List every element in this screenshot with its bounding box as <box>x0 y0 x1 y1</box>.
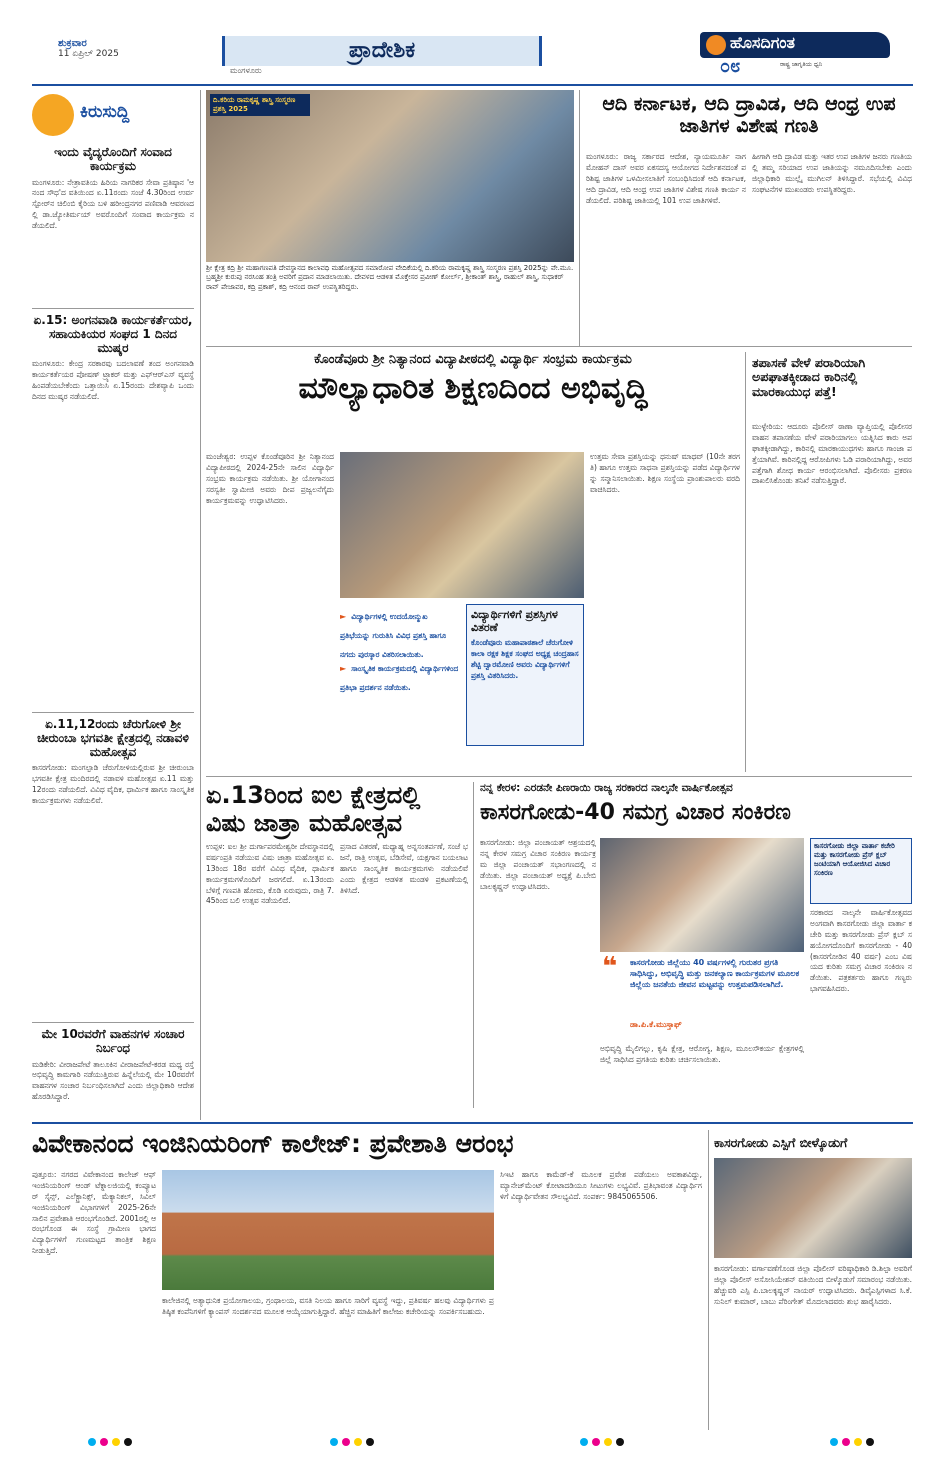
column-rule <box>473 782 474 1108</box>
divider <box>32 1022 194 1023</box>
registration-marks <box>88 1438 132 1446</box>
divider <box>32 712 194 713</box>
masthead-rule <box>32 84 913 86</box>
column-rule <box>579 90 580 346</box>
k40-photo <box>600 838 804 952</box>
kiru-news-3 <box>32 718 194 1003</box>
divider <box>206 776 912 777</box>
kiru-n2-title: ಏ.15: ಅಂಗನವಾಡಿ ಕಾರ್ಯಕರ್ತೆಯರ, ಸಹಾಯಕಿಯರ ಸಂಘದ 1 ದಿನದ ಮುಷ್ಕರ <box>33 313 193 355</box>
kondevoor-box-body: ಕೊಂಡೆವೂರು ಮಹಾಪಾಠಶಾಲೆ ಚೆರುಗೋಳಿ ಕಾಲಾ ರಕ್ಷಕ ಶಿಕ್ಷಕ ಸಂಘದ ಅಧ್ಯಕ್ಷ ಚಂದ್ರಹಾಸ ಶೆಟ್ಟಿ ದ್ವಾರಮೋಣಿ ಅವರು ವಿದ್ಯಾರ್ಥಿಗಳಿಗೆ ಪ್ರಶಸ್ತಿ ವಿತರಿಸಿದರು. <box>471 638 579 680</box>
adi-body-1: ಮಂಗಳೂರು: ರಾಜ್ಯ ಸರ್ಕಾರದ ಆದೇಶ, ನ್ಯಾಯಮೂರ್ತಿ ನಾಗಮೋಹನ್ ದಾಸ್ ಅವರ ಏಕಸದಸ್ಯ ಆಯೋಗದ ನಿರ್ದೇಶನದಂತೆ ಪರಿಶಿಷ್ಟ ಜಾತಿಗಳ ಒಳಮೀಸಲಾತಿಗೆ ಸಂಬಂಧಿಸಿದಂತೆ ಆದಿ ಕರ್ನಾಟಕ, ಆದಿ ದ್ರಾವಿಡ, ಆದಿ ಆಂಧ್ರ ಉಪ ಜಾತಿಗಳ ವಿಶೇಷ ಗಣತಿ ಕಾರ್ಯ ನಡೆಯಲಿದೆ. ಪರಿಶಿಷ್ಟ ಜಾತಿಯಲ್ಲಿ 101 ಉಪ ಜಾತಿಗಳಿವೆ. <box>586 152 746 205</box>
eco-title: ಕಾಸರಗೋಡು ಜಿಲ್ಲಾ ವಾರ್ತಾ ಕಚೇರಿ ಮತ್ತು ಕಾಸರಗೋಡು ಪ್ರೆಸ್ ಕ್ಲಬ್ ಜಂಟಿಯಾಗಿ ಆಯೋಜಿಸಿದ ವಿಚಾರ ಸಂಕಿರಣ <box>814 842 895 878</box>
k40-quote-text: ಕಾಸರಗೋಡು ಜಿಲ್ಲೆಯು 40 ವರ್ಷಗಳಲ್ಲಿ ಗುರುತರ ಪ್ರಗತಿ ಸಾಧಿಸಿದ್ದು, ಅಭಿವೃದ್ಧಿ ಮತ್ತು ಜನಕಲ್ಯಾಣ ಕಾರ್ಯಕ್ರಮಗಳ ಮೂಲಕ ಜಿಲ್ಲೆಯ ಜನತೆಯ ಜೀವನ ಮಟ್ಟವನ್ನು ಉತ್ತಮಪಡಿಸಲಾಗಿದೆ. <box>630 958 800 989</box>
page-number: ೦೮ <box>720 56 741 77</box>
college-photo <box>162 1170 494 1290</box>
divider <box>206 346 912 347</box>
kiru-n3-title: ಏ.11,12ರಂದು ಚೆರುಗೋಳಿ ಶ್ರೀ ಚೀರುಂಬಾ ಭಗವತೀ ಕ್ಷೇತ್ರದಲ್ಲಿ ನಡಾವಳಿ ಮಹೋತ್ಸವ <box>37 717 189 759</box>
registration-marks <box>580 1438 624 1446</box>
dateline <box>58 38 218 59</box>
kondevoor-photo <box>340 452 584 598</box>
k40-quote <box>600 952 804 1040</box>
vivekananda-title: ವಿವೇಕಾನಂದ ಇಂಜಿನಿಯರಿಂಗ್ ಕಾಲೇಜ್: ಪ್ರವೇಶಾತಿ ಆರಂಭ <box>32 1129 514 1158</box>
dateline-day: ಶುಕ್ರವಾರ <box>58 38 87 49</box>
vishu-title: ಏ.13ರಿಂದ ಐಲ ಕ್ಷೇತ್ರದಲ್ಲಿ ವಿಷು ಜಾತ್ರಾ ಮಹೋತ್ಸವ <box>206 781 421 837</box>
kiru-badge <box>32 94 194 138</box>
adi-body-2: ಹೀಗಾಗಿ ಆದಿ ದ್ರಾವಿಡ ಮತ್ತು ಇತರ ಉಪ ಜಾತಿಗಳ ಜನರು ಗಣತಿಯಲ್ಲಿ ತಮ್ಮ ಸರಿಯಾದ ಉಪ ಜಾತಿಯನ್ನು ನಮೂದಿಸಬೇಕು ಎಂದು ಜಿಲ್ಲಾಧಿಕಾರಿ ಮುಲ್ಲೈ ಮುಗಿಲನ್ ತಿಳಿಸಿದ್ದಾರೆ. ಸಭೆಯಲ್ಲಿ ವಿವಿಧ ಸಂಘಟನೆಗಳ ಮುಖಂಡರು ಉಪಸ್ಥಿತರಿದ್ದರು. <box>752 152 912 194</box>
sp-photo <box>714 1158 912 1258</box>
paper-tagline: ರಾಷ್ಟ್ರ ಜಾಗೃತಿಯ ಧ್ವನಿ <box>780 61 823 68</box>
sp-title: ಕಾಸರಗೋಡು ಎಸ್ಪಿಗೆ ಬೀಳ್ಕೊಡುಗೆ <box>714 1135 848 1150</box>
kondevoor-box-title: ವಿದ್ಯಾರ್ಥಿಗಳಿಗೆ ಪ್ರಶಸ್ತಿಗಳ ವಿತರಣೆ <box>471 608 558 634</box>
kiru-label: ಕಿರುಸುದ್ದಿ <box>80 102 130 122</box>
k40-quote-author: ಡಾ.ಪಿ.ಕೆ.ಮುಸ್ತಾಫ್ <box>630 1020 682 1029</box>
kondevoor-bullet-2 <box>340 656 460 694</box>
kondevoor-kicker: ಕೊಂಡೆವೂರು ಶ್ರೀ ನಿತ್ಯಾನಂದ ವಿದ್ಯಾಪೀಠದಲ್ಲಿ ವಿದ್ಯಾರ್ಥಿ ಸಂಭ್ರಮ ಕಾರ್ಯಕ್ರಮ <box>314 352 632 367</box>
kondevoor-body-1: ಮಂಜೇಶ್ವರ: ಉಪ್ಪಳ ಕೊಂಡೆವೂರಿನ ಶ್ರೀ ನಿತ್ಯಾನಂದ ವಿದ್ಯಾಪೀಠದಲ್ಲಿ 2024-25ನೇ ಸಾಲಿನ ವಿದ್ಯಾರ್ಥಿ ಸಂಭ್ರಮ ಕಾರ್ಯಕ್ರಮ ನಡೆಯಿತು. ಶ್ರೀ ಯೋಗಾನಂದ ಸರಸ್ವತೀ ಸ್ವಾಮೀಜಿ ಅವರು ದೀಪ ಪ್ರಜ್ವಲನೆಗೈದು ಕಾರ್ಯಕ್ರಮವನ್ನು ಉದ್ಘಾಟಿಸಿದರು. <box>206 452 334 505</box>
sp-body: ಕಾಸರಗೋಡು: ವರ್ಗಾವಣೆಗೊಂಡ ಜಿಲ್ಲಾ ಪೊಲೀಸ್ ವರಿಷ್ಠಾಧಿಕಾರಿ ಡಿ.ಶಿಲ್ಪಾ ಅವರಿಗೆ ಜಿಲ್ಲಾ ಪೊಲೀಸ್ ಅಸೋಸಿಯೇಶನ್ ವತಿಯಿಂದ ಬೀಳ್ಕೊಡುಗೆ ಸಮಾರಂಭ ನಡೆಯಿತು. ಹೆಚ್ಚುವರಿ ಎಸ್ಪಿ ಪಿ.ಬಾಲಕೃಷ್ಣನ್ ನಾಯರ್ ಉದ್ಘಾಟಿಸಿದರು. ಡಿವೈಎಸ್ಪಿಗಳಾದ ಸಿ.ಕೆ.ಸುನಿಲ್ ಕುಮಾರ್, ಬಾಬು ಪೆರಿಂಗೇತ್ ಮೊದಲಾದವರು ಶುಭ ಹಾರೈಸಿದರು. <box>714 1264 912 1306</box>
registration-marks <box>830 1438 874 1446</box>
column-rule <box>708 1130 709 1430</box>
bullet-text-1: ವಿದ್ಯಾರ್ಥಿಗಳಲ್ಲಿ ಉದಯೋನ್ಮುಖ ಪ್ರತಿಭೆಯನ್ನು ಗುರುತಿಸಿ ವಿವಿಧ ಪ್ರಶಸ್ತಿ ಹಾಗೂ ನಗದು ಪುರಸ್ಕಾರ ವಿತರಿಸಲಾಯಿತು. <box>340 612 447 659</box>
column-rule <box>745 352 746 772</box>
quote-mark-icon: ❝ <box>602 952 618 982</box>
bullet-text-2: ಸಾಂಸ್ಕೃತಿಕ ಕಾರ್ಯಕ್ರಮದಲ್ಲಿ ವಿದ್ಯಾರ್ಥಿಗಳಿಂದ ಪ್ರತಿಭಾ ಪ್ರದರ್ಶನ ನಡೆಯಿತು. <box>340 664 459 692</box>
arms-title: ತಪಾಸಣೆ ವೇಳೆ ಪರಾರಿಯಾಗಿ ಅಪಘಾತಕ್ಕೀಡಾದ ಕಾರಿನಲ್ಲಿ ಮಾರಕಾಯುಧ ಪತ್ತೆ! <box>752 355 866 399</box>
eco-body: ಸರಕಾರದ ನಾಲ್ಕನೇ ವಾರ್ಷಿಕೋತ್ಸವದ ಅಂಗವಾಗಿ ಕಾಸರಗೋಡು ಜಿಲ್ಲಾ ವಾರ್ತಾ ಕಚೇರಿ ಮತ್ತು ಕಾಸರಗೋಡು ಪ್ರೆಸ್ ಕ್ಲಬ್ ಸಹಯೋಗದೊಂದಿಗೆ ಕಾಸರಗೋಡು - 40 (ಕಾಸರಗೋಡಿನ 40 ವರ್ಷ) ಎಂಬ ವಿಷಯದ ಕುರಿತು ಸಮಗ್ರ ವಿಚಾರ ಸಂಕಿರಣ ನಡೆಯಿತು. ಪತ್ರಕರ್ತರು ಹಾಗೂ ಗಣ್ಯರು ಭಾಗವಹಿಸಿದರು. <box>810 908 912 994</box>
kiru-n1-body: ಮಂಗಳೂರು: ನೇತ್ರಾವತಿಯ ಹಿರಿಯ ನಾಗರಿಕರ ಸೇವಾ ಪ್ರತಿಷ್ಠಾನ 'ಆನಂದ ಸೌಧ'ದ ವತಿಯಿಂದ ಏ.11ರಂದು ಸಂಜೆ 4.30ರಿಂದ ಉರ್ವಸ್ಟೋರ್‌ನ ಚಿಲಿಂಬಿ ಕೈರಿಯ ಬಳಿ ಹರೀಂದ್ರನಗರ ಪಣಿವಾಡಿ ಆವರಣದಲ್ಲಿ ಡಾ.ಜ್ಯೋತಿರ್ಮಯ್ ಅವರೊಂದಿಗೆ ಸಂವಾದ ಕಾರ್ಯಕ್ರಮ ನಡೆಯಲಿದೆ. <box>32 177 194 231</box>
kiru-n4-title: ಮೇ 10ರವರೆಗೆ ವಾಹನಗಳ ಸಂಚಾರ ನಿರ್ಬಂಧ <box>41 1027 185 1055</box>
kondevoor-bullet-1 <box>340 604 460 661</box>
award-photo-tag: ದಿ.ಕರಿಯ ರಾಮಕೃಷ್ಣ ಶಾಸ್ತ್ರಿ ಸಂಸ್ಮರಣ ಪ್ರಶಸ್ತಿ 2025 <box>210 94 310 116</box>
kondevoor-title: ಮೌಲ್ಯಾಧಾರಿತ ಶಿಕ್ಷಣದಿಂದ ಅಭಿವೃದ್ಧಿ <box>298 371 648 406</box>
vivekananda-body-2: ಕಾಲೇಜಿನಲ್ಲಿ ಅತ್ಯಾಧುನಿಕ ಪ್ರಯೋಗಾಲಯ, ಗ್ರಂಥಾಲಯ, ವಸತಿ ನಿಲಯ ಹಾಗೂ ಸಾರಿಗೆ ವ್ಯವಸ್ಥೆ ಇದ್ದು, ಪ್ರತಿವರ್ಷ ಹಲವು ವಿದ್ಯಾರ್ಥಿಗಳು ಪ್ರತಿಷ್ಠಿತ ಕಂಪೆನಿಗಳಿಗೆ ಕ್ಯಾಂಪಸ್ ಸಂದರ್ಶನದ ಮೂಲಕ ಆಯ್ಕೆಯಾಗುತ್ತಿದ್ದಾರೆ. ಹೆಚ್ಚಿನ ಮಾಹಿತಿಗೆ ಕಾಲೇಜು ಕಚೇರಿಯನ್ನು ಸಂಪರ್ಕಿಸಬಹುದು. <box>162 1296 494 1316</box>
vishu-body-1: ಉಪ್ಪಳ: ಐಲ ಶ್ರೀ ದುರ್ಗಾಪರಮೇಶ್ವರೀ ದೇವಸ್ಥಾನದಲ್ಲಿ ವರ್ಷಂಪ್ರತಿ ನಡೆಯುವ ವಿಷು ಜಾತ್ರಾ ಮಹೋತ್ಸವ ಏ.13ರಿಂದ 18ರ ವರೆಗೆ ವಿವಿಧ ವೈದಿಕ, ಧಾರ್ಮಿಕ ಕಾರ್ಯಕ್ರಮಗಳೊಂದಿಗೆ ಜರಗಲಿದೆ. ಏ.13ರಂದು ಬೆಳಿಗ್ಗೆ ಗಣಪತಿ ಹೋಮ, ಕೊಡಿ ಏರುವುದು, ರಾತ್ರಿ 7.45ರಿಂದ ಬಲಿ ಉತ್ಸವ ನಡೆಯಲಿದೆ. <box>206 842 334 906</box>
column-rule <box>200 90 201 1120</box>
vivekananda-body-1: ಪುತ್ತೂರು: ನಗರದ ವಿವೇಕಾನಂದ ಕಾಲೇಜ್ ಆಫ್ ಇಂಜಿನಿಯರಿಂಗ್ ಆಂಡ್ ಟೆಕ್ನಾಲಜಿಯಲ್ಲಿ ಕಂಪ್ಯೂಟರ್ ಸೈನ್ಸ್, ಎಲೆಕ್ಟ್ರಾನಿಕ್ಸ್, ಮೆಕ್ಯಾನಿಕಲ್, ಸಿವಿಲ್ ಇಂಜಿನಿಯರಿಂಗ್ ವಿಭಾಗಗಳಿಗೆ 2025-26ನೇ ಸಾಲಿನ ಪ್ರವೇಶಾತಿ ಆರಂಭಗೊಂಡಿದೆ. 2001ರಲ್ಲಿ ಆರಂಭಗೊಂಡ ಈ ಸಂಸ್ಥೆ ಗ್ರಾಮೀಣ ಭಾಗದ ವಿದ್ಯಾರ್ಥಿಗಳಿಗೆ ಗುಣಮಟ್ಟದ ತಾಂತ್ರಿಕ ಶಿಕ್ಷಣ ನೀಡುತ್ತಿದೆ. <box>32 1170 156 1256</box>
k40-body-2: ಅಭಿವೃದ್ಧಿ ಮೈಲಿಗಲ್ಲು, ಕೃಷಿ ಕ್ಷೇತ್ರ, ಆರೋಗ್ಯ, ಶಿಕ್ಷಣ, ಮೂಲಸೌಕರ್ಯ ಕ್ಷೇತ್ರಗಳಲ್ಲಿ ಜಿಲ್ಲೆ ಸಾಧಿಸಿದ ಪ್ರಗತಿಯ ಕುರಿತು ಚರ್ಚಿಸಲಾಯಿತು. <box>600 1044 804 1064</box>
vivekananda-body-3: ಸಿಇಟಿ ಹಾಗೂ ಕಾಮೆಡ್-ಕೆ ಮೂಲಕ ಪ್ರವೇಶ ಪಡೆಯಲು ಅವಕಾಶವಿದ್ದು, ಮ್ಯಾನೇಜ್‌ಮೆಂಟ್ ಕೋಟಾದಡಿಯೂ ಸೀಟುಗಳು ಲಭ್ಯವಿವೆ. ಪ್ರತಿಭಾವಂತ ವಿದ್ಯಾರ್ಥಿಗಳಿಗೆ ವಿದ್ಯಾರ್ಥಿವೇತನ ಸೌಲಭ್ಯವಿದೆ. ಸಂಪರ್ಕ: 9845065506. <box>500 1170 702 1201</box>
masthead-logo <box>700 30 890 76</box>
hand-icon <box>32 94 74 136</box>
logo-ribbon <box>700 32 890 58</box>
dateline-date: 11 ಏಪ್ರಿಲ್ 2025 <box>58 49 119 59</box>
kondevoor-box <box>466 604 584 746</box>
divider <box>32 1122 913 1124</box>
award-caption: ಶ್ರೀ ಕ್ಷೇತ್ರ ಕದ್ರಿ ಶ್ರೀ ಮಹಾಗಣಪತಿ ದೇವಸ್ಥಾನದ ಕಾಲಾವಧಿ ಮಹೋತ್ಸವದ ಸಮಾರೋಪ ವೇದಿಕೆಯಲ್ಲಿ ದಿ.ಕರಿಯ ರಾಮಕೃಷ್ಣ ಶಾಸ್ತ್ರಿ ಸಂಸ್ಮರಣ ಪ್ರಶಸ್ತಿ 2025ನ್ನು ವೇ.ಮೂ. ಬ್ರಹ್ಮಶ್ರೀ ಕುರುಪು ನರಸಿಂಹ ತಂತ್ರಿ ಅವರಿಗೆ ಪ್ರದಾನ ಮಾಡಲಾಯಿತು. ದೇವಳದ ಆಡಳಿತ ಮೊಕ್ತೇಸರ ಪ್ರವೀಣ್ ಕೋರ್ಲ್, ಶ್ರೀಕಾಂತ್ ಶಾಸ್ತ್ರಿ, ರಾಹುಲ್ ಶಾಸ್ತ್ರಿ, ಸುಧಾಕರ್ ರಾವ್ ಪೇಜಾವರ, ಕದ್ರಿ ಪ್ರಕಾಶ್, ಕದ್ರಿ ಆನಂದ ರಾವ್ ಉಪಸ್ಥಿತರಿದ್ದರು. <box>206 264 574 336</box>
kiru-n3-body: ಕಾಸರಗೋಡು: ಮಂಗಲ್ಪಾಡಿ ಚೆರುಗೋಳಿಯಲ್ಲಿರುವ ಶ್ರೀ ಚೀರುಂಬಾ ಭಗವತೀ ಕ್ಷೇತ್ರ ಮಂದಿರದಲ್ಲಿ ನಡಾವಳಿ ಮಹೋತ್ಸವ ಏ.11 ಮತ್ತು 12ರಂದು ನಡೆಯಲಿದೆ. ವಿವಿಧ ವೈದಿಕ, ಧಾರ್ಮಿಕ ಹಾಗೂ ಸಾಂಸ್ಕೃತಿಕ ಕಾರ್ಯಕ್ರಮಗಳು ನಡೆಯಲಿವೆ. <box>32 763 194 806</box>
eco-box <box>810 838 912 904</box>
kiru-news-2 <box>32 314 194 689</box>
section-title: ಪ್ರಾದೇಶಿಕ <box>348 38 416 63</box>
vishu-body-2: ಪ್ರಸಾದ ವಿತರಣೆ, ಮಧ್ಯಾಹ್ನ ಅನ್ನಸಂತರ್ಪಣೆ, ಸಂಜೆ ಭಜನೆ, ರಾತ್ರಿ ಉತ್ಸವ, ಬೆಡಿಸೇವೆ, ಯಕ್ಷಗಾನ ಬಯಲಾಟ ಹಾಗೂ ಸಾಂಸ್ಕೃತಿಕ ಕಾರ್ಯಕ್ರಮಗಳು ನಡೆಯಲಿವೆ ಎಂದು ಕ್ಷೇತ್ರದ ಆಡಳಿತ ಮಂಡಳಿ ಪ್ರಕಟಣೆಯಲ್ಲಿ ತಿಳಿಸಿದೆ. <box>340 842 468 895</box>
adi-title: ಆದಿ ಕರ್ನಾಟಕ, ಆದಿ ದ್ರಾವಿಡ, ಆದಿ ಆಂಧ್ರ ಉಪ ಜಾತಿಗಳ ವಿಶೇಷ ಗಣತಿ <box>602 93 896 137</box>
arms-body: ಮುಳ್ಳೇರಿಯ: ಆದೂರು ಪೊಲೀಸ್ ಠಾಣಾ ವ್ಯಾಪ್ತಿಯಲ್ಲಿ ಪೊಲೀಸರ ವಾಹನ ತಪಾಸಣೆಯ ವೇಳೆ ಪರಾರಿಯಾಗಲು ಯತ್ನಿಸಿದ ಕಾರು ಅಪಘಾತಕ್ಕೀಡಾಗಿದ್ದು, ಕಾರಿನಲ್ಲಿ ಮಾರಕಾಯುಧಗಳು ಹಾಗೂ ಗಾಂಜಾ ಪತ್ತೆಯಾಗಿವೆ. ಕಾರಿನಲ್ಲಿದ್ದ ಆರೋಪಿಗಳು ಓಡಿ ಪರಾರಿಯಾಗಿದ್ದು, ಅವರ ಪತ್ತೆಗಾಗಿ ಶೋಧ ಕಾರ್ಯ ಆರಂಭಿಸಲಾಗಿದೆ. ಪೊಲೀಸರು ಪ್ರಕರಣ ದಾಖಲಿಸಿಕೊಂಡು ತನಿಖೆ ನಡೆಸುತ್ತಿದ್ದಾರೆ. <box>752 422 912 486</box>
award-photo <box>206 90 574 262</box>
divider <box>32 308 194 309</box>
kondevoor-body-2: ಉತ್ತಮ ಸೇವಾ ಪ್ರಶಸ್ತಿಯನ್ನು ಧನುಷ್ ಮಾಧವ್ (10ನೇ ತರಗತಿ) ಹಾಗೂ ಉತ್ತಮ ಸಾಧನಾ ಪ್ರಶಸ್ತಿಯನ್ನು ಪಡೆದ ವಿದ್ಯಾರ್ಥಿಗಳನ್ನು ಸನ್ಮಾನಿಸಲಾಯಿತು. ಶಿಕ್ಷಣ ಸಂಸ್ಥೆಯ ಪ್ರಾಂಶುಪಾಲರು ವರದಿ ವಾಚಿಸಿದರು. <box>590 452 740 494</box>
dateline-city: ಮಂಗಳೂರು <box>230 66 262 75</box>
kiru-n2-body: ಮಂಗಳೂರು: ಕೇಂದ್ರ ಸರಕಾರವು ಬದಲಾವಣೆ ತಂದ ಅಂಗನವಾಡಿ ಕಾರ್ಯಕರ್ತೆಯರ ಪೋಷಣ್ ಟ್ರ್ಯಾಕರ್ ಮತ್ತು ಎಫ್‌ಆರ್‌ಎಸ್ ವ್ಯವಸ್ಥೆ ಹಿಂಪಡೆಯಬೇಕೆಂದು ಒತ್ತಾಯಿಸಿ ಏ.15ರಂದು ದೇಶವ್ಯಾಪಿ ಒಂದು ದಿನದ ಮುಷ್ಕರ ನಡೆಯಲಿದೆ. <box>32 359 194 402</box>
kiru-n1-title: ಇಂದು ವೈದ್ಯರೊಂದಿಗೆ ಸಂವಾದ ಕಾರ್ಯಕ್ರಮ <box>54 145 172 173</box>
k40-kicker: ನನ್ನ ಕೇರಳ: ಎರಡನೇ ಪಿಣರಾಯಿ ರಾಜ್ಯ ಸರಕಾರದ ನಾಲ್ಕನೇ ವಾರ್ಷಿಕೋತ್ಸವ <box>480 782 733 794</box>
k40-body-1: ಕಾಸರಗೋಡು: ಜಿಲ್ಲಾ ಪಂಚಾಯತ್ ಆಶ್ರಯದಲ್ಲಿ ನನ್ನ ಕೇರಳ ಸಮಗ್ರ ವಿಚಾರ ಸಂಕಿರಣ ಕಾರ್ಯಕ್ರಮ ಜಿಲ್ಲಾ ಪಂಚಾಯತ್ ಸಭಾಂಗಣದಲ್ಲಿ ನಡೆಯಿತು. ಜಿಲ್ಲಾ ಪಂಚಾಯತ್ ಅಧ್ಯಕ್ಷೆ ಪಿ.ಬೇಬಿ ಬಾಲಕೃಷ್ಣನ್ ಉದ್ಘಾಟಿಸಿದರು. <box>480 838 596 891</box>
registration-marks <box>330 1438 374 1446</box>
bullet-arrow-icon: ► <box>340 664 347 673</box>
k40-title: ಕಾಸರಗೋಡು-40 ಸಮಗ್ರ ವಿಚಾರ ಸಂಕಿರಣ <box>480 800 791 825</box>
bullet-arrow-icon: ► <box>340 612 347 621</box>
section-banner <box>222 36 542 66</box>
kiru-news-1 <box>32 146 194 282</box>
paper-name: ಹೊಸದಿಗಂತ <box>730 33 795 52</box>
kiru-n4-body: ಮಡಿಕೇರಿ: ವೀರಾಜಪೇಟೆ ತಾಲೂಕಿನ ವೀರಾಜಪೇಟೆ-ಕರಡ ಮಧ್ಯ ರಸ್ತೆ ಅಭಿವೃದ್ಧಿ ಕಾಮಗಾರಿ ನಡೆಯುತ್ತಿರುವ ಹಿನ್ನೆಲೆಯಲ್ಲಿ ಮೇ 10ರವರೆಗೆ ವಾಹನಗಳ ಸಂಚಾರ ನಿರ್ಬಂಧಿಸಲಾಗಿದೆ ಎಂದು ಜಿಲ್ಲಾಧಿಕಾರಿ ಆದೇಶ ಹೊರಡಿಸಿದ್ದಾರೆ. <box>32 1059 194 1102</box>
logo-lamp-icon <box>706 35 726 55</box>
